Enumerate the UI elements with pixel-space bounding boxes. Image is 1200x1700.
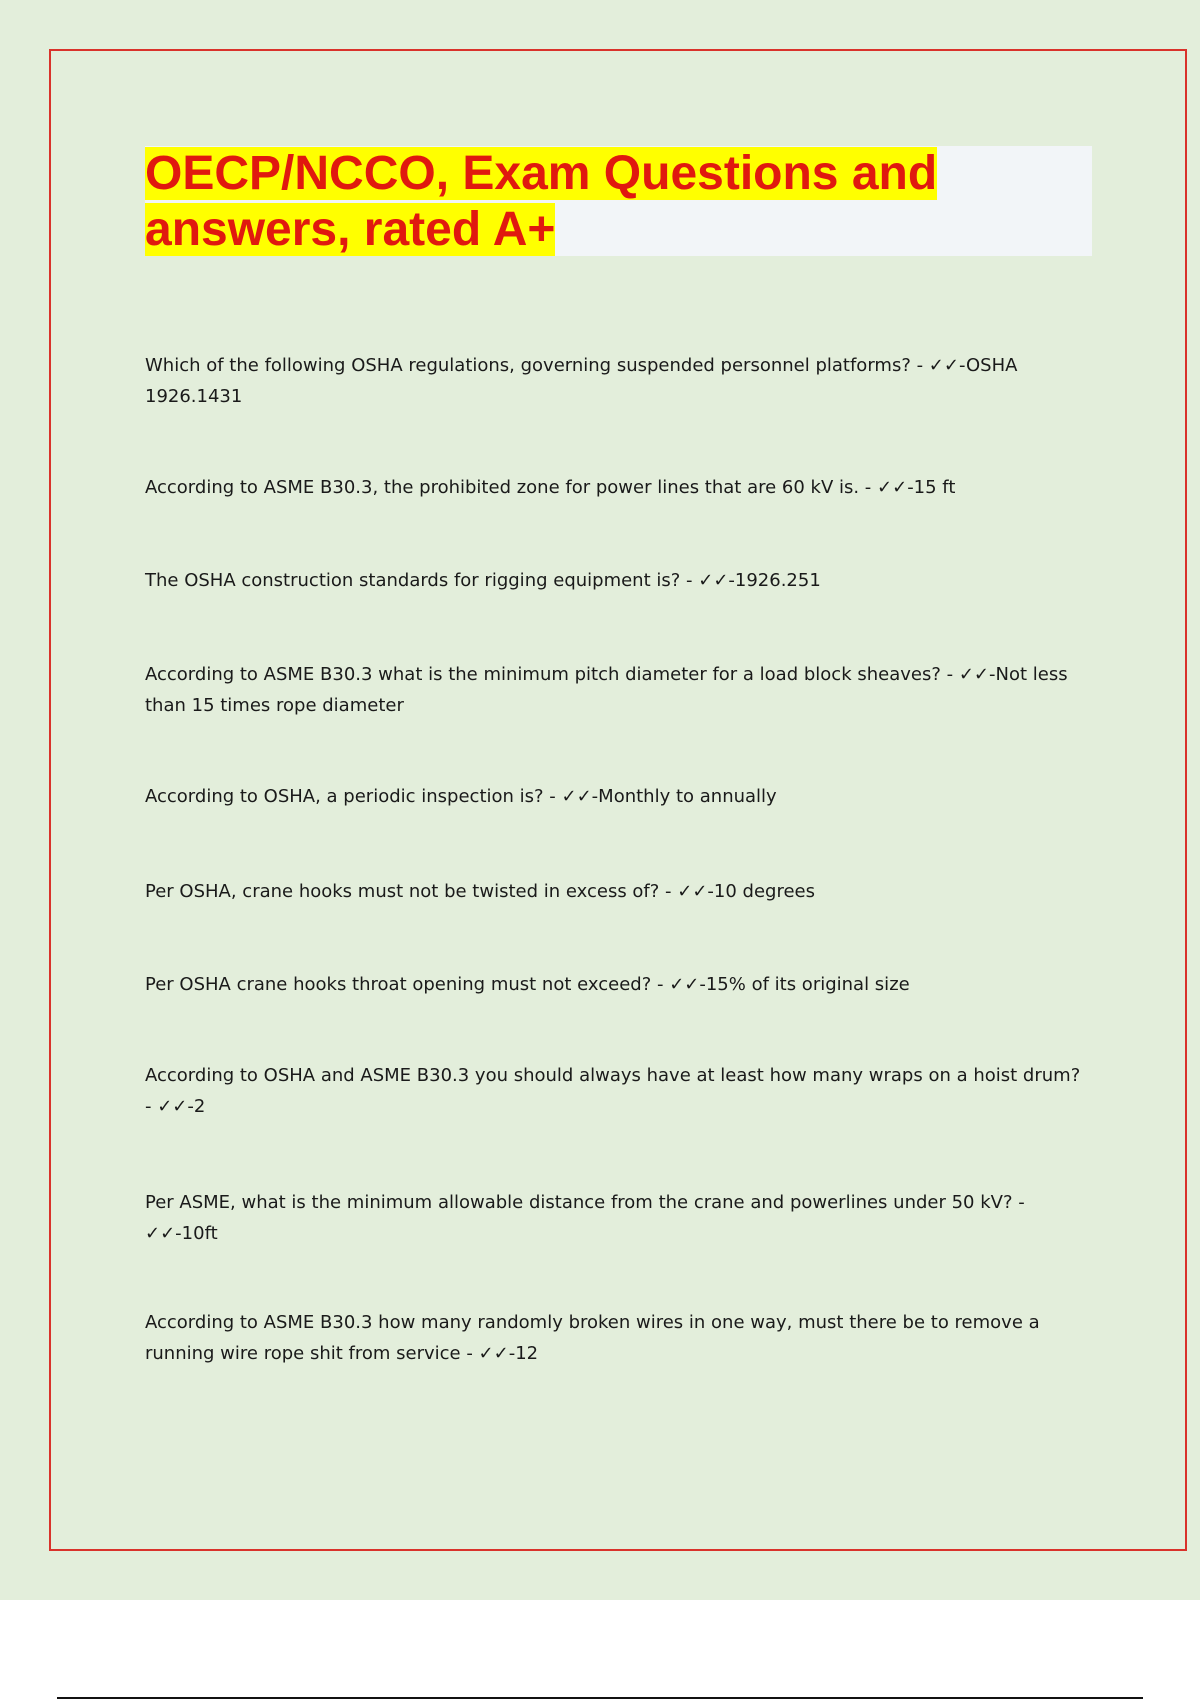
- qa-item-10: According to ASME B30.3 how many randomly broken wires in one way, must there be to remove a running wire rope shit from service - ✓✓-12: [145, 1312, 1040, 1364]
- qa-item-7: Per OSHA crane hooks throat opening must not exceed? - ✓✓-15% of its original size: [145, 974, 910, 995]
- qa-item-6: Per OSHA, crane hooks must not be twisted in excess of? - ✓✓-10 degrees: [145, 881, 815, 902]
- document-title-text: OECP/NCCO, Exam Questions and answers, rated A+: [145, 147, 938, 256]
- qa-item-8: According to OSHA and ASME B30.3 you should always have at least how many wraps on a hoist drum? - ✓✓-2: [145, 1065, 1081, 1117]
- qa-item-9: Per ASME, what is the minimum allowable distance from the crane and powerlines under 50 kV? - ✓✓-10ft: [145, 1192, 1025, 1244]
- qa-item-2: According to ASME B30.3, the prohibited zone for power lines that are 60 kV is. - ✓✓-15 ft: [145, 477, 956, 498]
- qa-item-1: Which of the following OSHA regulations, governing suspended personnel platforms? - ✓✓-OSHA 1926.1431: [145, 355, 1018, 407]
- qa-item-4: According to ASME B30.3 what is the minimum pitch diameter for a load block sheaves? - ✓✓-Not less than 15 times rope diameter: [145, 664, 1068, 716]
- footer-rule: [57, 1697, 1143, 1699]
- qa-item-3: The OSHA construction standards for rigging equipment is? - ✓✓-1926.251: [145, 570, 821, 591]
- qa-item-5: According to OSHA, a periodic inspection is? - ✓✓-Monthly to annually: [145, 786, 777, 807]
- document-title: [145, 146, 945, 258]
